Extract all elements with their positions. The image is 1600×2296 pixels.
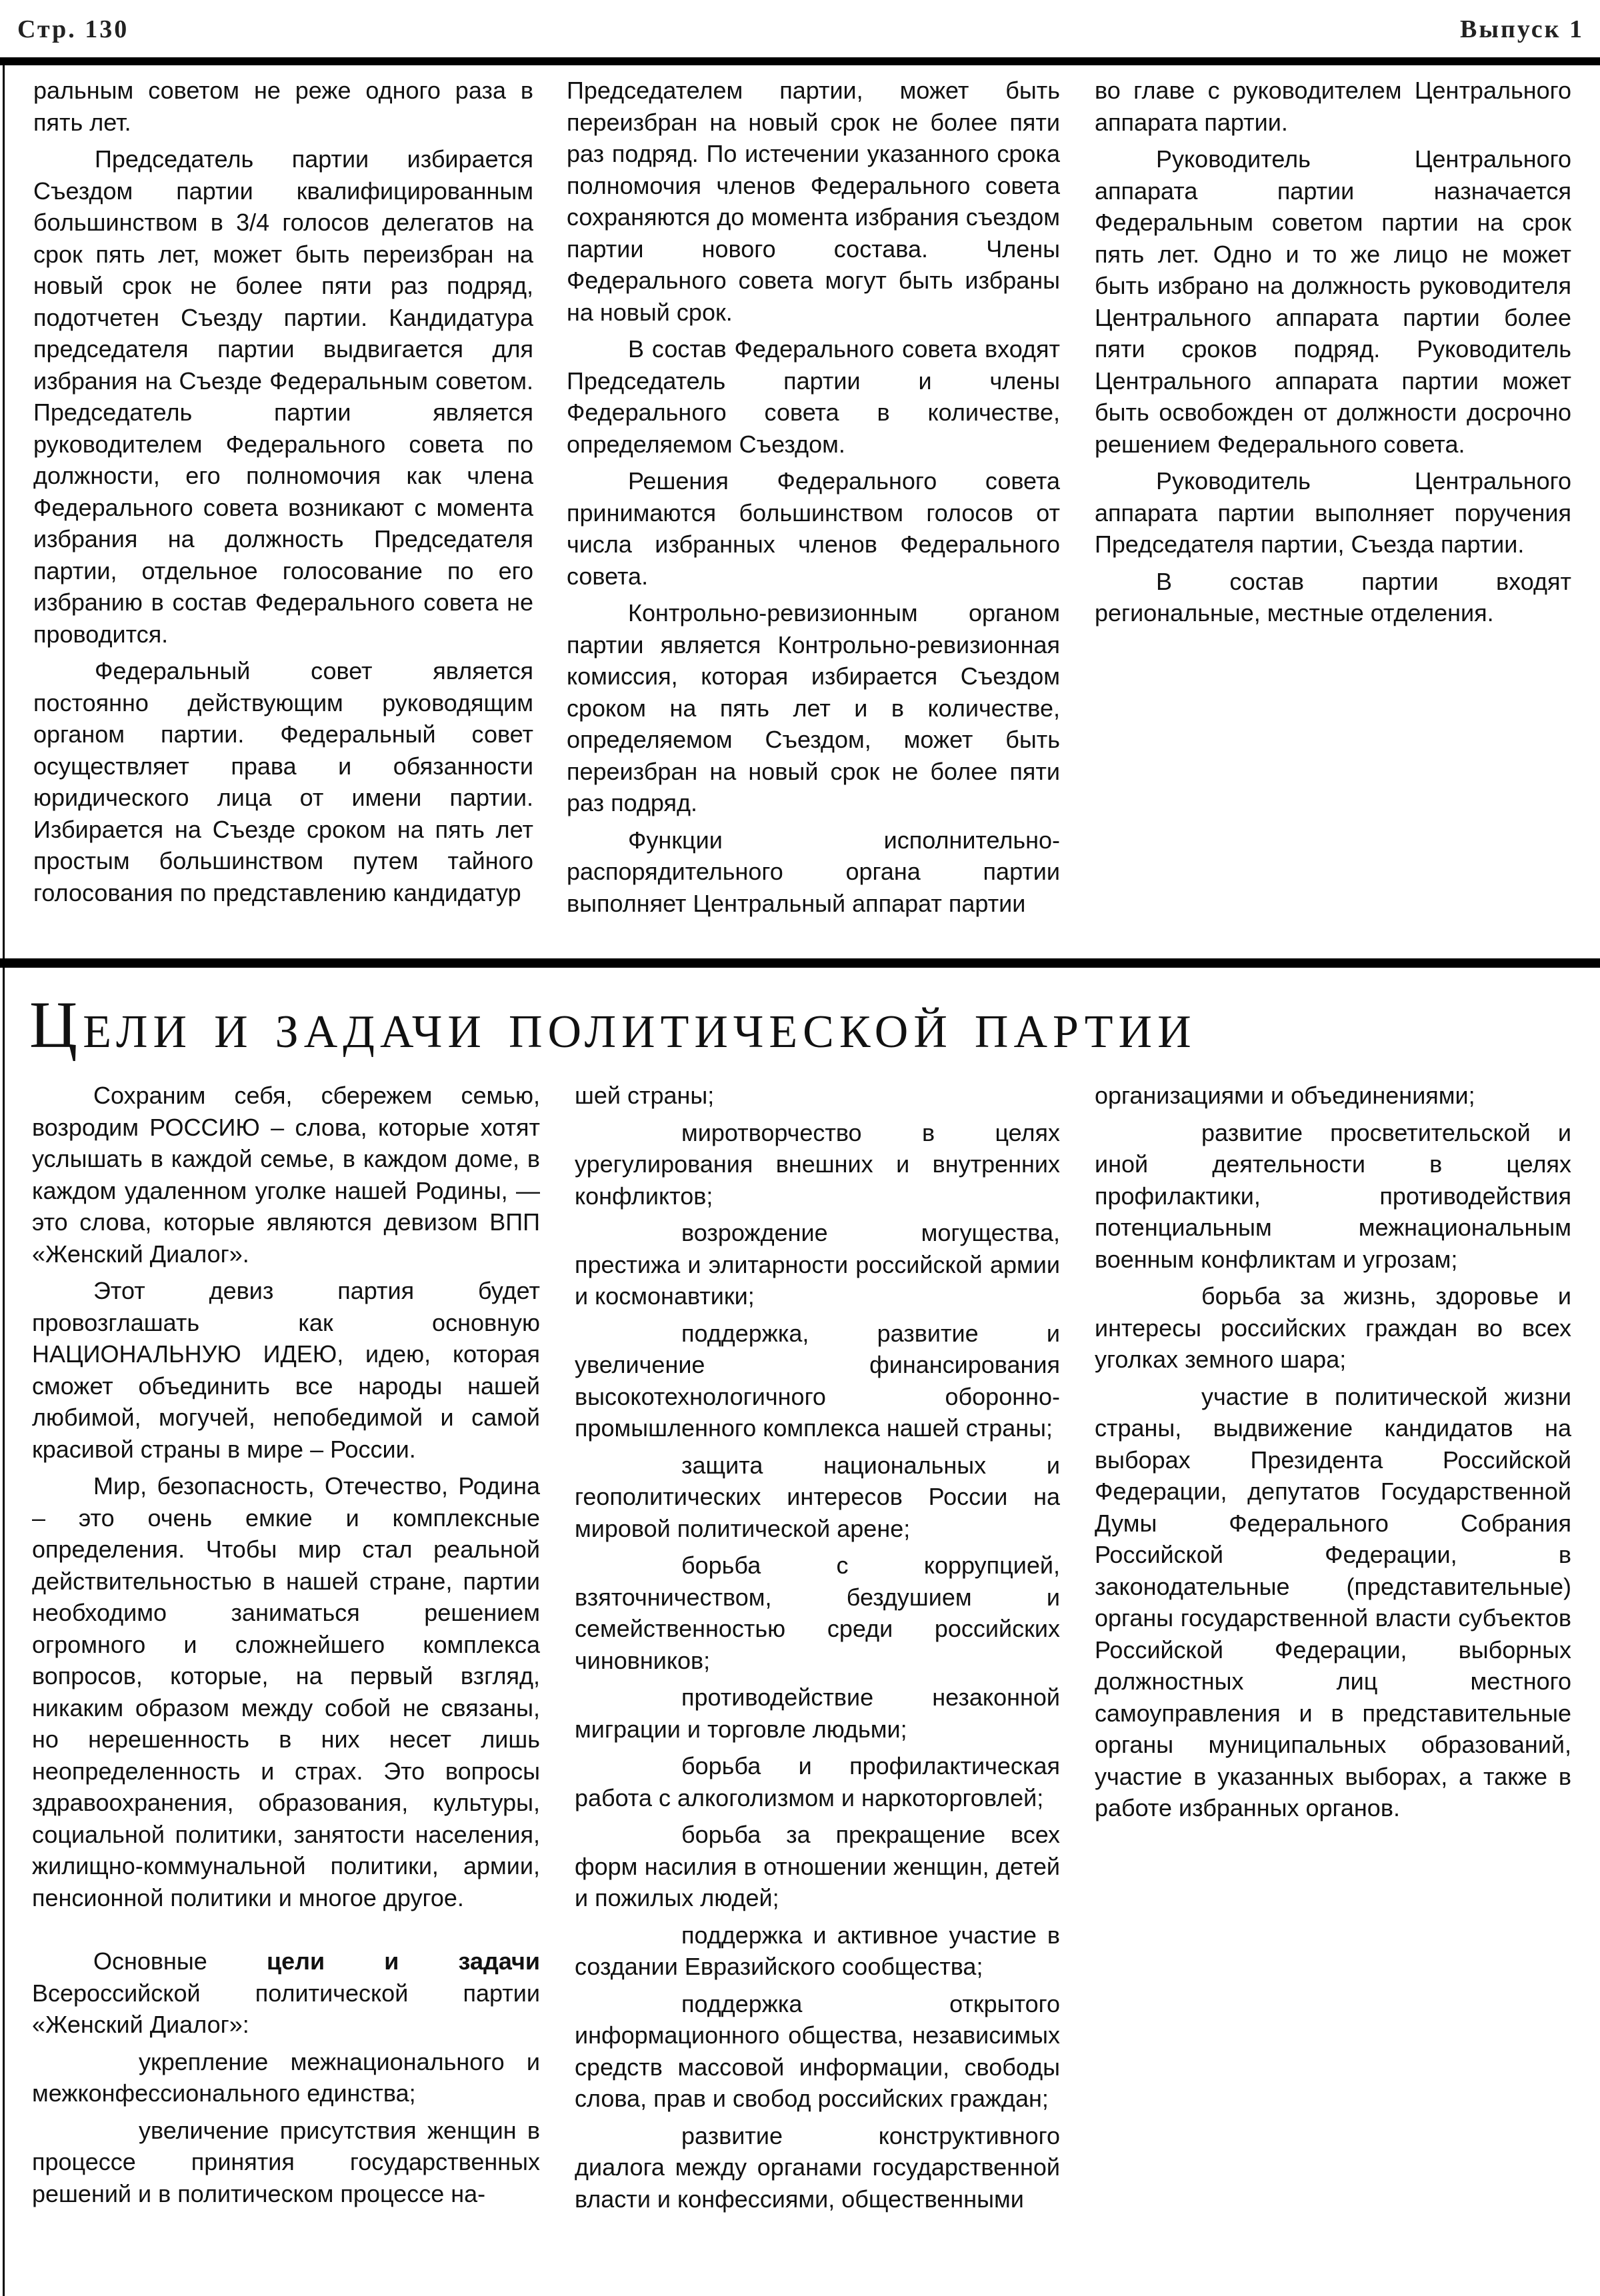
paragraph: ральным советом не реже одного раза в пять лет. bbox=[33, 77, 533, 136]
section-title: Цели и задачи политической партии bbox=[29, 988, 1197, 1062]
goal-item: противодействие незаконной миграции и торговле людьми; bbox=[575, 1684, 1060, 1743]
goal-item: борьба с коррупцией, взяточничеством, бездушием и семейственностью среди российских чиновников; bbox=[575, 1552, 1060, 1674]
paragraph: Сохраним себя, сбережем семью, возродим РОССИЮ – слова, которые хотят услышать в каждой семье, в каждом доме, в каждом удаленном уголке нашей Родины, — это слова, которые являются девизом ВПП «Женский Диалог». bbox=[32, 1082, 540, 1268]
goal-item: участие в политической жизни страны, выдвижение кандидатов на выборах Президента Российской Федерации, депутатов Государственной Думы Федерального Собрания Российской Федерации, в законодательные (представительные) органы государственной власти субъектов Российской Федерации, выборных должностных лиц местного самоуправления и в представительные органы муниципальных образований, участие в указанных выборах, а также в работе избранных органов. bbox=[1095, 1382, 1571, 1821]
paragraph: Функции исполнительно-распорядительного органа партии выполняет Центральный аппарат партии bbox=[567, 826, 1060, 917]
bottom-column-2 bbox=[575, 1080, 1060, 2220]
goal-item: защита национальных и геополитических интересов России на мировой политической арене; bbox=[575, 1451, 1060, 1542]
top-column-2 bbox=[567, 75, 1060, 924]
left-margin-line bbox=[3, 65, 5, 958]
bottom-column-1 bbox=[32, 1080, 540, 2215]
goal-item: увеличение присутствия женщин в процессе принятия государственных решений и в политическом процессе на- bbox=[32, 2116, 540, 2207]
paragraph: Руководитель Центрального аппарата партии выполняет поручения Председателя партии, Съезда партии. bbox=[1095, 467, 1571, 558]
goal-item: укрепление межнационального и межконфессионального единства; bbox=[32, 2047, 540, 2107]
section-rule bbox=[0, 958, 1600, 968]
goals-intro-end: Всероссийской политической партии «Женский Диалог»: bbox=[32, 1979, 540, 2038]
issue-number: Выпуск 1 bbox=[1459, 15, 1584, 43]
left-margin-line bbox=[3, 968, 5, 2296]
page-number: Стр. 130 bbox=[17, 15, 129, 43]
goal-item: борьба за прекращение всех форм насилия в отношении женщин, детей и пожилых людей; bbox=[575, 1821, 1060, 1911]
top-column-1 bbox=[33, 75, 533, 914]
goal-item: миротворчество в целях урегулирования внешних и внутренних конфликтов; bbox=[575, 1118, 1060, 1210]
goal-item: возрождение могущества, престижа и элитарности российской армии и космонавтики; bbox=[575, 1219, 1060, 1310]
goal-item: развитие конструктивного диалога между органами государственной власти и конфессиями, общественными bbox=[575, 2121, 1060, 2213]
paragraph: Мир, безопасность, Отечество, Родина – это очень емкие и комплексные определения. Чтобы мир стал реальной действительностью в нашей стране, партии необходимо заниматься решением огромного и сложнейшего комплекса вопросов, которые, на первый взгляд, никаким образом между собой не связаны, но нерешенность в них несет лишь неопределенность и страх. Это вопросы здравоохранения, образования, культуры, социальной политики, занятости населения, жилищно-коммунальной политики, армии, пенсионной политики и многое другое. bbox=[32, 1472, 540, 1911]
goal-item: борьба и профилактическая работа с алкоголизмом и наркоторговлей; bbox=[575, 1752, 1060, 1811]
goal-item: организациями и объединениями; bbox=[1095, 1082, 1475, 1109]
paragraph: Председателем партии, может быть переизбран на новый срок не более пяти раз подряд. По истечении указанного срока полномочия членов Федерального совета сохраняются до момента избрания съездом партии нового состава. Члены Федерального совета могут быть избраны на новый срок. bbox=[567, 77, 1060, 326]
bottom-column-3 bbox=[1095, 1080, 1571, 1829]
paragraph: Председатель партии избирается Съездом партии квалифицированным большинством в 3/4 голосов делегатов на срок пять лет, может быть переизбран на новый срок не более пяти раз подряд, подотчетен Съезду партии. Кандидатура председателя партии выдвигается для избрания на Съезде Федеральным советом. Председатель партии является руководителем Федерального совета по должности, его полномочия как члена Федерального совета возникают с момента избрания на должность Председателя партии, отдельное голосование по его избранию в состав Федерального совета не проводится. bbox=[33, 145, 533, 648]
goals-intro bbox=[32, 1945, 540, 2041]
goal-item: поддержка открытого информационного общества, независимых средств массовой информации, свободы слова, прав и свобод российских граждан; bbox=[575, 1989, 1060, 2112]
goal-item: развитие просветительской и иной деятельности в целях профилактики, противодействия потенциальным межнациональным военным конфликтам и угрозам; bbox=[1095, 1118, 1571, 1273]
top-column-3 bbox=[1095, 75, 1571, 634]
goals-intro-start: Основные bbox=[93, 1947, 267, 1975]
goal-item: поддержка и активное участие в создании Евразийского сообщества; bbox=[575, 1921, 1060, 1980]
paragraph: Этот девиз партия будет провозглашать как основную НАЦИОНАЛЬНУЮ ИДЕЮ, идею, которая сможет объединить все народы нашей любимой, могучей, непобедимой и самой красивой страны в мире – России. bbox=[32, 1277, 540, 1463]
goal-item: поддержка, развитие и увеличение финансирования высокотехнологичного оборонно-промышленного комплекса нашей страны; bbox=[575, 1319, 1060, 1442]
goals-highlight: цели и задачи bbox=[266, 1947, 540, 1975]
top-rule bbox=[0, 57, 1600, 65]
paragraph: во главе с руководителем Центрального аппарата партии. bbox=[1095, 77, 1571, 136]
paragraph: Контрольно-ревизионным органом партии является Контрольно-ревизионная комиссия, которая избирается Съездом сроком на пять лет и в количестве, определяемом Съездом, может быть переизбран на новый срок не более пяти раз подряд. bbox=[567, 599, 1060, 816]
goal-item: борьба за жизнь, здоровье и интересы российских граждан во всех уголках земного шара; bbox=[1095, 1282, 1571, 1373]
paragraph: Федеральный совет является постоянно действующим руководящим органом партии. Федеральный совет осуществляет права и обязанности юридического лица от имени партии. Избирается на Съезде сроком на пять лет простым большинством путем тайного голосования по представлению кандидатур bbox=[33, 657, 533, 906]
paragraph: В состав партии входят региональные, местные отделения. bbox=[1095, 567, 1571, 626]
goal-item: шей страны; bbox=[575, 1082, 715, 1109]
paragraph: Решения Федерального совета принимаются большинством голосов от числа избранных членов Федерального совета. bbox=[567, 467, 1060, 590]
paragraph: Руководитель Центрального аппарата партии назначается Федеральным советом партии на срок пять лет. Одно и то же лицо не может быть избрано на должность руководителя Центрального аппарата партии более пяти сроков подряд. Руководитель Центрального аппарата партии может быть освобожден от должности досрочно решением Федерального совета. bbox=[1095, 145, 1571, 458]
paragraph: В состав Федерального совета входят Председатель партии и члены Федерального совета в количестве, определяемом Съездом. bbox=[567, 335, 1060, 458]
